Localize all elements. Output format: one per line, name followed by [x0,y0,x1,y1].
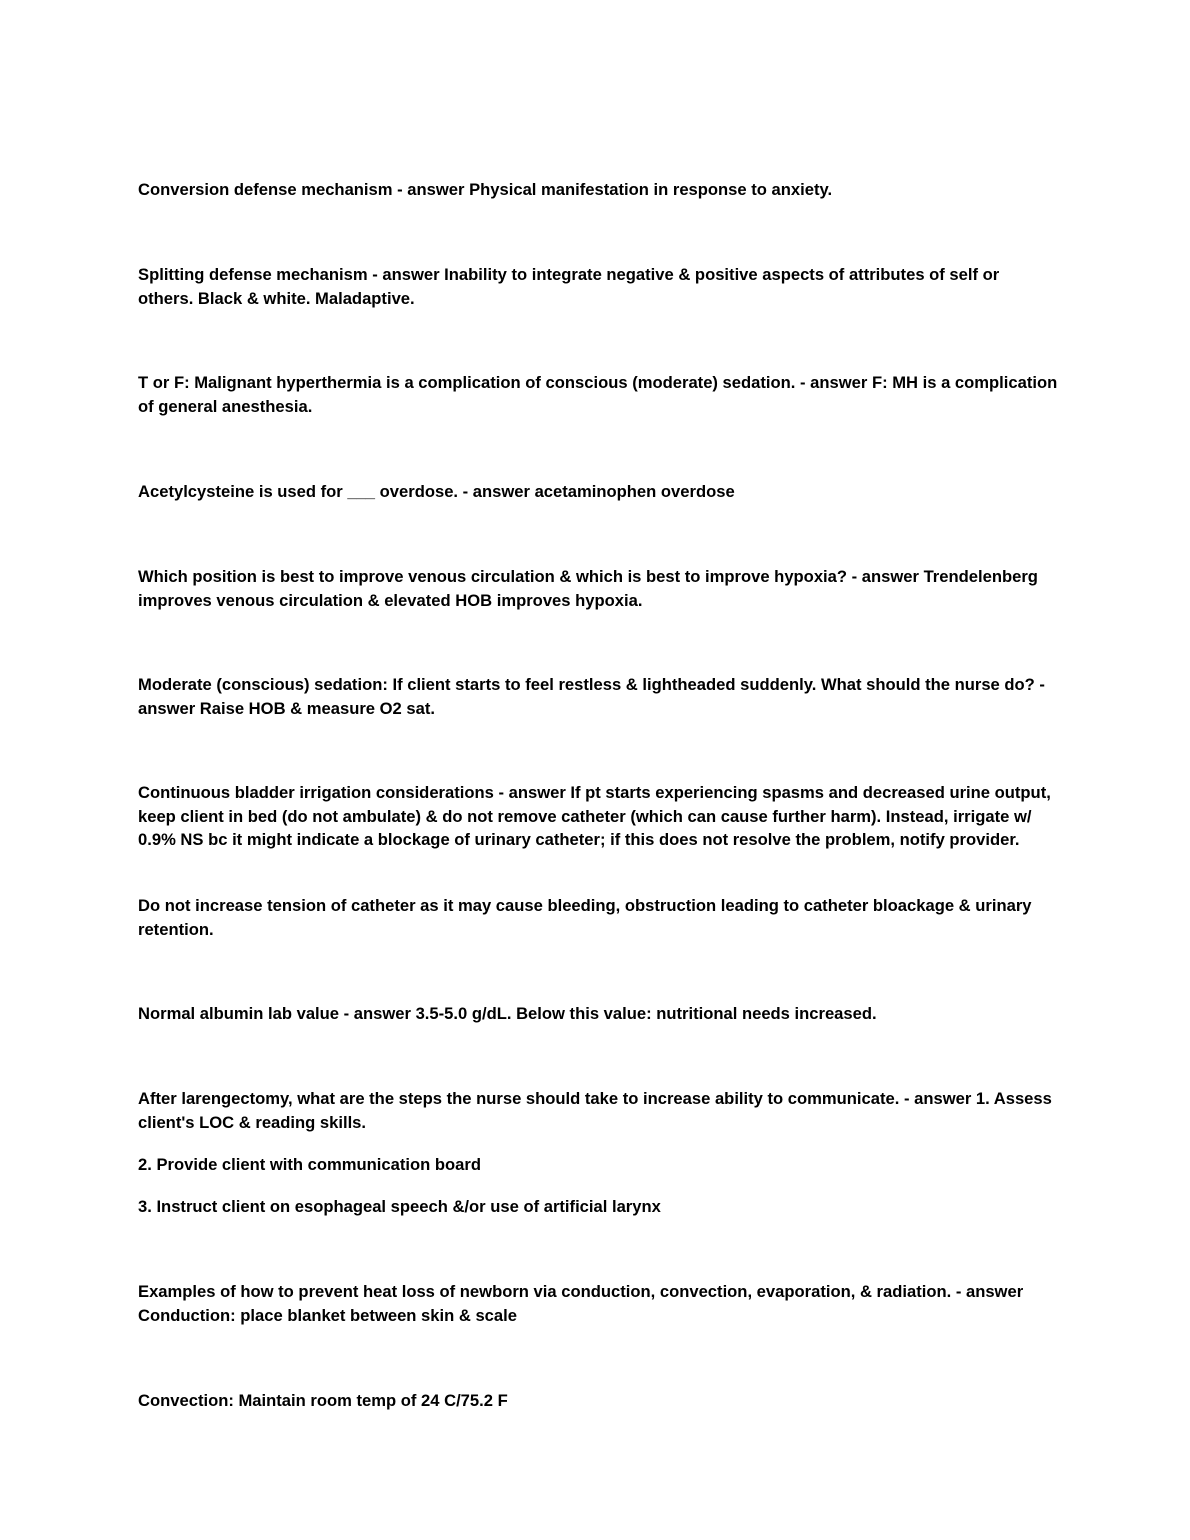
flashcard-bladder-irrigation-note: Do not increase tension of catheter as it may cause bleeding, obstruction leading to catheter bloackage & urinary retention. [138,896,1032,939]
flashcard-positioning: Which position is best to improve venous circulation & which is best to improve hypoxia? - answer Trendelenberg improves venous circulation & elevated HOB improves hypoxia. [138,567,1038,610]
flashcard-albumin: Normal albumin lab value - answer 3.5-5.0 g/dL. Below this value: nutritional needs increased. [138,1004,877,1023]
flashcard-laryngectomy-step-2: 2. Provide client with communication board [138,1155,481,1174]
flashcard-malignant-hyperthermia: T or F: Malignant hyperthermia is a complication of conscious (moderate) sedation. - answer F: MH is a complication of general anesthesia. [138,373,1058,416]
flashcard-bladder-irrigation: Continuous bladder irrigation considerations - answer If pt starts experiencing spasms and decreased urine output, keep client in bed (do not ambulate) & do not remove catheter (which can cause further harm). Instead, irrigate w/ 0.9% NS bc it might indicate a blockage of urinary catheter; if this does not resolve the problem, notify provider. [138,783,1051,849]
flashcard-moderate-sedation: Moderate (conscious) sedation: If client starts to feel restless & lightheaded suddenly. What should the nurse do? - answer Raise HOB & measure O2 sat. [138,675,1045,718]
flashcard-convection: Convection: Maintain room temp of 24 C/75.2 F [138,1391,508,1410]
flashcard-conversion: Conversion defense mechanism - answer Physical manifestation in response to anxiety. [138,180,833,199]
flashcard-laryngectomy-step-3: 3. Instruct client on esophageal speech &/or use of artificial larynx [138,1197,661,1216]
flashcard-newborn-heat-loss: Examples of how to prevent heat loss of newborn via conduction, convection, evaporation, & radiation. - answer Conduction: place blanket between skin & scale [138,1282,1024,1325]
flashcard-acetylcysteine: Acetylcysteine is used for ___ overdose. - answer acetaminophen overdose [138,482,735,501]
flashcard-splitting: Splitting defense mechanism - answer Inability to integrate negative & positive aspects of attributes of self or others. Black & white. Maladaptive. [138,265,1000,308]
flashcard-laryngectomy: After larengectomy, what are the steps the nurse should take to increase ability to communicate. - answer 1. Assess client's LOC & reading skills. [138,1089,1052,1132]
